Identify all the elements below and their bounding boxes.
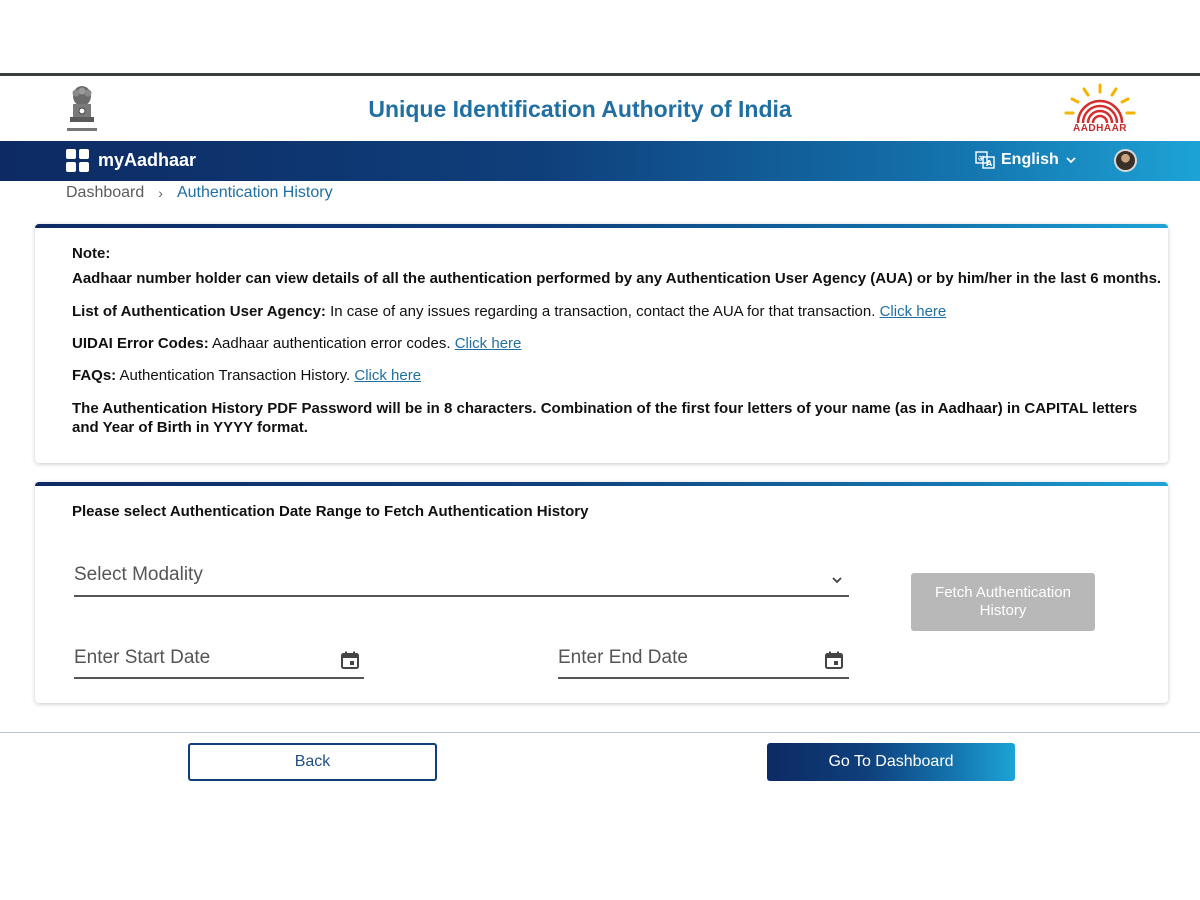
svg-text:अ: अ: [978, 154, 985, 163]
svg-text:A: A: [986, 159, 993, 168]
start-date-underline: [74, 677, 364, 679]
aua-list-label: List of Authentication User Agency:: [72, 303, 326, 320]
top-navbar: [0, 141, 1200, 181]
breadcrumb-current: Authentication History: [176, 184, 333, 201]
footer-divider: [0, 732, 1200, 733]
language-selector[interactable]: [975, 151, 1077, 169]
site-header: [0, 76, 1200, 141]
note-line-aua-list: [72, 302, 946, 321]
faqs-text: Authentication Transaction History.: [116, 367, 355, 384]
end-date-placeholder: Enter End Date: [558, 647, 688, 668]
back-button[interactable]: Back: [188, 743, 437, 781]
breadcrumb-dashboard-link[interactable]: Dashboard: [66, 184, 145, 201]
note-heading: Note:: [72, 245, 111, 262]
note-card: [35, 224, 1168, 463]
calendar-icon[interactable]: [824, 650, 844, 670]
page-header-title: Unique Identification Authority of India: [368, 96, 792, 122]
faqs-link[interactable]: Click here: [354, 367, 422, 384]
error-codes-label: UIDAI Error Codes:: [72, 335, 209, 352]
chevron-right-icon: ›: [158, 185, 163, 201]
go-to-dashboard-button[interactable]: Go To Dashboard: [767, 743, 1015, 781]
aadhaar-logo-icon: [1062, 83, 1138, 137]
language-label: English: [1001, 151, 1059, 168]
user-avatar-icon[interactable]: [1114, 149, 1137, 172]
brand-name: myAadhaar: [98, 150, 197, 170]
modality-select-underline: [74, 595, 849, 597]
note-line-error-codes: [72, 334, 521, 353]
aua-list-text: In case of any issues regarding a transaction, contact the AUA for that transaction.: [325, 303, 880, 320]
date-range-form-card: [35, 482, 1168, 703]
brand-home-link[interactable]: [66, 149, 196, 172]
breadcrumb: [66, 184, 333, 202]
end-date-underline: [558, 677, 849, 679]
password-note: The Authentication History PDF Password will be in 8 characters. Combination of the first four letters of your name (as in Aadhaar) in CAPITAL letters and Year of Birth in YYYY format.: [72, 400, 1138, 436]
chevron-down-icon: [831, 574, 843, 586]
note-line-faqs: [72, 366, 421, 385]
faqs-label: FAQs:: [72, 367, 117, 384]
form-heading: Please select Authentication Date Range to Fetch Authentication History: [72, 503, 589, 520]
aadhaar-logo-text: AADHAAR: [1072, 123, 1128, 134]
apps-grid-icon: [66, 149, 89, 172]
translate-icon: [975, 151, 995, 169]
fetch-authentication-history-button[interactable]: Fetch Authentication History: [911, 573, 1095, 631]
start-date-placeholder: Enter Start Date: [74, 647, 211, 668]
note-line-aua-history: Aadhaar number holder can view details of all the authentication performed by any Authentication User Agency (AUA) or by him/her in the last 6 months.: [72, 270, 1162, 287]
calendar-icon[interactable]: [340, 650, 360, 670]
error-codes-link[interactable]: Click here: [454, 335, 522, 352]
aua-list-link[interactable]: Click here: [879, 303, 947, 320]
chevron-down-icon: [1065, 154, 1077, 166]
error-codes-text: Aadhaar authentication error codes.: [208, 335, 455, 352]
modality-select-placeholder: Select Modality: [74, 564, 203, 585]
